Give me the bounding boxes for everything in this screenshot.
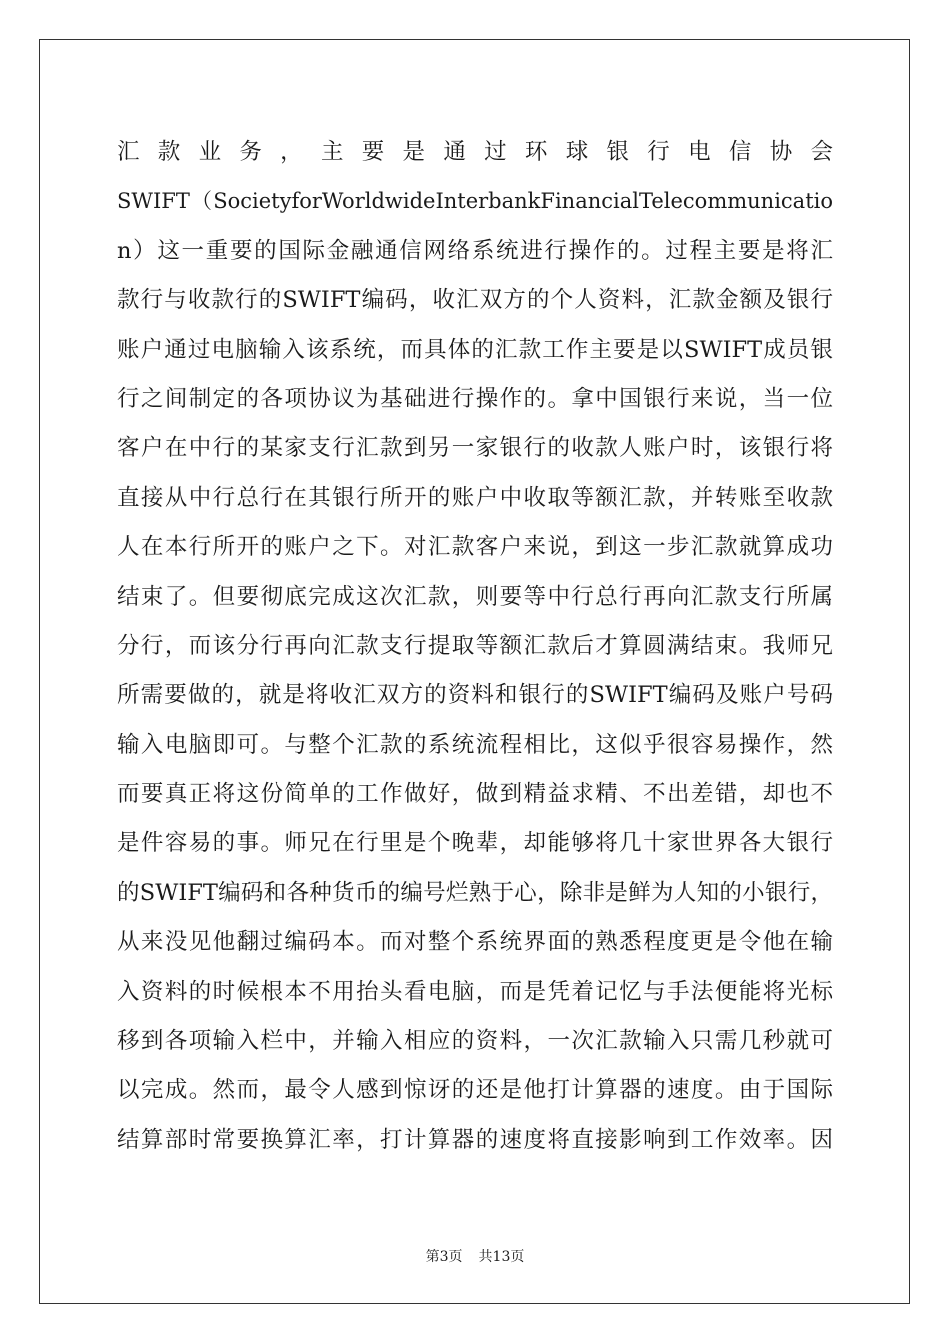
text-line: 结束了。但要彻底完成这次汇款，则要等中行总行再向汇款支行所属	[117, 583, 833, 610]
text-line: 账户通过电脑输入该系统，而具体的汇款工作主要是以SWIFT成员银	[117, 336, 833, 363]
text-line: 行之间制定的各项协议为基础进行操作的。拿中国银行来说，当一位	[117, 385, 833, 412]
page-footer	[0, 1247, 950, 1267]
text-line: 结算部时常要换算汇率，打计算器的速度将直接影响到工作效率。因	[117, 1126, 833, 1153]
text-line: 汇款业务，主要是通过环球银行电信协会	[117, 139, 833, 165]
text-line: 入资料的时候根本不用抬头看电脑，而是凭着记忆与手法便能将光标	[117, 978, 833, 1005]
text-line: 以完成。然而，最令人感到惊讶的还是他打计算器的速度。由于国际	[117, 1077, 833, 1104]
text-line: 移到各项输入栏中，并输入相应的资料，一次汇款输入只需几秒就可	[117, 1028, 833, 1055]
page-number: 第3页	[425, 1249, 463, 1265]
text-line: 从来没见他翻过编码本。而对整个系统界面的熟悉程度更是令他在输	[117, 929, 833, 956]
text-line: 人在本行所开的账户之下。对汇款客户来说，到这一步汇款就算成功	[117, 534, 833, 561]
text-line: n）这一重要的国际金融通信网络系统进行操作的。过程主要是将汇	[117, 237, 833, 264]
text-line: 分行，而该分行再向汇款支行提取等额汇款后才算圆满结束。我师兄	[117, 632, 833, 659]
text-line: 直接从中行总行在其银行所开的账户中收取等额汇款，并转账至收款	[117, 484, 833, 511]
text-line: 输入电脑即可。与整个汇款的系统流程相比，这似乎很容易操作，然	[117, 731, 833, 758]
document-body	[117, 128, 833, 1165]
text-line: 客户在中行的某家支行汇款到另一家银行的收款人账户时，该银行将	[117, 435, 833, 462]
text-line: 是件容易的事。师兄在行里是个晚辈，却能够将几十家世界各大银行	[117, 830, 833, 857]
text-line: 款行与收款行的SWIFT编码，收汇双方的个人资料，汇款金额及银行	[117, 287, 833, 314]
page-total: 共13页	[478, 1249, 525, 1265]
text-line: SWIFT（SocietyforWorldwideInterbankFinancialTelecommunicatio	[117, 189, 833, 214]
text-line: 的SWIFT编码和各种货币的编号烂熟于心，除非是鲜为人知的小银行，	[117, 879, 833, 906]
text-line: 所需要做的，就是将收汇双方的资料和银行的SWIFT编码及账户号码	[117, 682, 833, 709]
text-line: 而要真正将这份简单的工作做好，做到精益求精、不出差错，却也不	[117, 781, 833, 808]
